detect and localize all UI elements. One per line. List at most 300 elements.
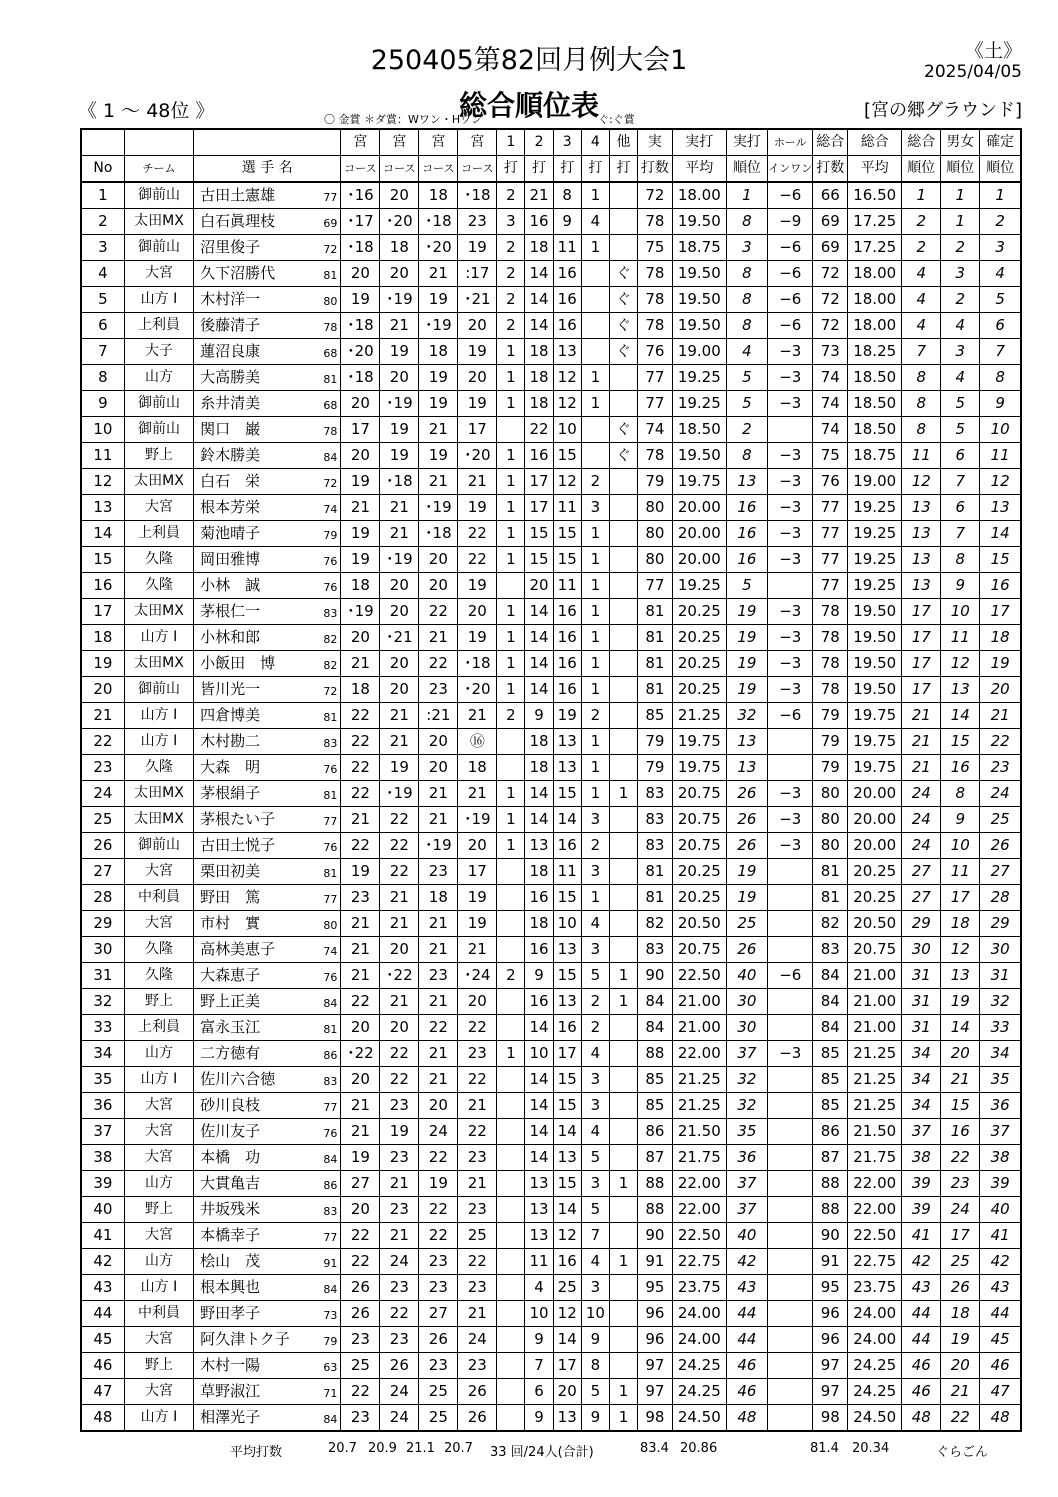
cell-total: 73 bbox=[813, 339, 848, 365]
cell-trank: 43 bbox=[902, 1275, 941, 1301]
cell-c2: 21 bbox=[380, 495, 419, 521]
col-top: 実 bbox=[638, 129, 673, 156]
cell-gender: 15 bbox=[941, 1093, 980, 1119]
cell-hio bbox=[768, 573, 813, 599]
cell-name bbox=[194, 651, 341, 677]
cell-no: 20 bbox=[81, 677, 124, 703]
cell-c3: 19 bbox=[419, 443, 458, 469]
cell-avg: 22.00 bbox=[672, 1197, 726, 1223]
cell-rrank: 19 bbox=[726, 625, 767, 651]
player-age: 69 bbox=[323, 217, 338, 230]
cell-final: 19 bbox=[980, 651, 1021, 677]
cell-h3: 16 bbox=[553, 833, 581, 859]
player-age: 78 bbox=[323, 425, 338, 438]
cell-avg: 20.25 bbox=[672, 885, 726, 911]
player-name: 本橋幸子 bbox=[200, 1226, 261, 1244]
cell-c3: ･19 bbox=[419, 833, 458, 859]
award-legend: 〇 金賞 ＊ダ賞：Wワン・Hワン bbox=[324, 113, 483, 126]
cell-c1: 19 bbox=[341, 287, 380, 313]
cell-other bbox=[609, 365, 637, 391]
cell-other bbox=[609, 937, 637, 963]
player-age: 76 bbox=[323, 841, 338, 854]
cell-c1: 22 bbox=[341, 1223, 380, 1249]
cell-other: 1 bbox=[609, 1171, 637, 1197]
player-age: 78 bbox=[323, 321, 338, 334]
table-row bbox=[81, 833, 1021, 859]
cell-h2: 18 bbox=[525, 365, 553, 391]
cell-h4: 1 bbox=[581, 521, 609, 547]
cell-avg: 20.75 bbox=[672, 781, 726, 807]
cell-c2: 19 bbox=[380, 443, 419, 469]
cell-avg: 18.75 bbox=[672, 235, 726, 261]
cell-other bbox=[609, 729, 637, 755]
cell-h1: 1 bbox=[497, 599, 525, 625]
player-age: 83 bbox=[323, 1075, 338, 1088]
cell-no: 7 bbox=[81, 339, 124, 365]
col-sub: No bbox=[81, 156, 124, 183]
cell-rrank: 8 bbox=[726, 287, 767, 313]
cell-gender: 7 bbox=[941, 521, 980, 547]
cell-h4: 1 bbox=[581, 365, 609, 391]
cell-c4: 22 bbox=[458, 521, 497, 547]
cell-trank: 39 bbox=[902, 1197, 941, 1223]
cell-real: 74 bbox=[638, 417, 673, 443]
cell-h1 bbox=[497, 755, 525, 781]
cell-h2: 14 bbox=[525, 287, 553, 313]
cell-team: 中利員 bbox=[124, 1301, 193, 1327]
cell-h3: 16 bbox=[553, 625, 581, 651]
cell-h3: 15 bbox=[553, 963, 581, 989]
cell-h1 bbox=[497, 1145, 525, 1171]
cell-c2: 21 bbox=[380, 1171, 419, 1197]
cell-c3: 19 bbox=[419, 1171, 458, 1197]
cell-trank: 17 bbox=[902, 625, 941, 651]
cell-h4: 1 bbox=[581, 573, 609, 599]
cell-tavg: 19.25 bbox=[848, 547, 902, 573]
cell-c4: 23 bbox=[458, 1353, 497, 1379]
cell-c4: 19 bbox=[458, 573, 497, 599]
cell-c2: 24 bbox=[380, 1379, 419, 1405]
cell-c3: 18 bbox=[419, 182, 458, 209]
player-name: 野田孝子 bbox=[200, 1304, 261, 1322]
cell-c4: 23 bbox=[458, 209, 497, 235]
cell-c1: 22 bbox=[341, 729, 380, 755]
cell-h4: 3 bbox=[581, 1275, 609, 1301]
cell-team: 野上 bbox=[124, 443, 193, 469]
footer-total-avg: 20.34 bbox=[852, 1441, 890, 1456]
player-name: 四倉博美 bbox=[200, 706, 261, 724]
cell-c2: 22 bbox=[380, 859, 419, 885]
player-age: 71 bbox=[323, 1387, 338, 1400]
cell-other bbox=[609, 1119, 637, 1145]
cell-c4: 21 bbox=[458, 469, 497, 495]
cell-c1: 20 bbox=[341, 625, 380, 651]
player-age: 77 bbox=[323, 815, 338, 828]
gu-award-legend: ぐ:ぐ賞 bbox=[598, 113, 635, 126]
cell-h3: 11 bbox=[553, 859, 581, 885]
cell-c2: 20 bbox=[380, 1015, 419, 1041]
cell-c2: ･22 bbox=[380, 963, 419, 989]
cell-c1: 27 bbox=[341, 1171, 380, 1197]
cell-other bbox=[609, 911, 637, 937]
cell-tavg: 19.50 bbox=[848, 599, 902, 625]
cell-c4: 20 bbox=[458, 365, 497, 391]
player-name: 糸井清美 bbox=[200, 394, 261, 412]
cell-name bbox=[194, 573, 341, 599]
cell-total: 96 bbox=[813, 1327, 848, 1353]
cell-c3: 25 bbox=[419, 1379, 458, 1405]
cell-rrank: 16 bbox=[726, 547, 767, 573]
table-row bbox=[81, 1275, 1021, 1301]
cell-c2: 20 bbox=[380, 573, 419, 599]
footer-signature: ぐらごん bbox=[936, 1445, 989, 1460]
player-age: 83 bbox=[323, 607, 338, 620]
cell-total: 88 bbox=[813, 1171, 848, 1197]
cell-rrank: 13 bbox=[726, 729, 767, 755]
cell-rrank: 32 bbox=[726, 1093, 767, 1119]
player-name: 大高勝美 bbox=[200, 368, 261, 386]
player-age: 74 bbox=[323, 945, 338, 958]
cell-c2: 20 bbox=[380, 365, 419, 391]
cell-h3: 13 bbox=[553, 755, 581, 781]
cell-no: 23 bbox=[81, 755, 124, 781]
cell-h1: 1 bbox=[497, 365, 525, 391]
cell-rrank: 46 bbox=[726, 1353, 767, 1379]
cell-h4: 1 bbox=[581, 651, 609, 677]
cell-rrank: 3 bbox=[726, 235, 767, 261]
cell-avg: 22.50 bbox=[672, 963, 726, 989]
cell-h3: 14 bbox=[553, 1327, 581, 1353]
cell-rrank: 37 bbox=[726, 1041, 767, 1067]
cell-h2: 14 bbox=[525, 781, 553, 807]
cell-final: 42 bbox=[980, 1249, 1021, 1275]
cell-gender: 3 bbox=[941, 339, 980, 365]
cell-other bbox=[609, 547, 637, 573]
cell-gender: 12 bbox=[941, 937, 980, 963]
cell-c3: 21 bbox=[419, 417, 458, 443]
col-top: 実打 bbox=[672, 129, 726, 156]
cell-rrank: 35 bbox=[726, 1119, 767, 1145]
cell-c4: 21 bbox=[458, 1171, 497, 1197]
cell-h4: 5 bbox=[581, 1145, 609, 1171]
cell-c4: 23 bbox=[458, 1041, 497, 1067]
cell-name bbox=[194, 1093, 341, 1119]
cell-trank: 21 bbox=[902, 755, 941, 781]
cell-tavg: 20.50 bbox=[848, 911, 902, 937]
cell-other bbox=[609, 1041, 637, 1067]
cell-c1: 22 bbox=[341, 989, 380, 1015]
cell-c4: 19 bbox=[458, 625, 497, 651]
cell-c4: 17 bbox=[458, 417, 497, 443]
cell-c1: ･18 bbox=[341, 313, 380, 339]
cell-real: 88 bbox=[638, 1197, 673, 1223]
cell-h2: 14 bbox=[525, 1145, 553, 1171]
cell-team: 久隆 bbox=[124, 937, 193, 963]
cell-other bbox=[609, 859, 637, 885]
cell-h2: 14 bbox=[525, 1119, 553, 1145]
cell-hio: −3 bbox=[768, 469, 813, 495]
cell-trank: 4 bbox=[902, 261, 941, 287]
cell-h2: 10 bbox=[525, 1041, 553, 1067]
cell-h4: 1 bbox=[581, 599, 609, 625]
cell-no: 39 bbox=[81, 1171, 124, 1197]
cell-total: 79 bbox=[813, 703, 848, 729]
player-age: 84 bbox=[323, 451, 338, 464]
cell-h4: 4 bbox=[581, 911, 609, 937]
cell-final: 35 bbox=[980, 1067, 1021, 1093]
cell-gender: 16 bbox=[941, 755, 980, 781]
cell-h3: 16 bbox=[553, 1249, 581, 1275]
cell-trank: 13 bbox=[902, 521, 941, 547]
col-sub: 打 bbox=[553, 156, 581, 183]
col-sub: コース bbox=[458, 156, 497, 183]
cell-c4: ･19 bbox=[458, 807, 497, 833]
cell-avg: 20.00 bbox=[672, 547, 726, 573]
cell-c2: 19 bbox=[380, 755, 419, 781]
cell-h1 bbox=[497, 573, 525, 599]
cell-total: 69 bbox=[813, 209, 848, 235]
player-age: 63 bbox=[323, 1361, 338, 1374]
cell-real: 85 bbox=[638, 1067, 673, 1093]
cell-hio: −3 bbox=[768, 781, 813, 807]
player-age: 79 bbox=[323, 529, 338, 542]
cell-gender: 15 bbox=[941, 729, 980, 755]
player-name: 草野淑江 bbox=[200, 1382, 261, 1400]
cell-total: 79 bbox=[813, 755, 848, 781]
cell-tavg: 22.00 bbox=[848, 1171, 902, 1197]
cell-final: 29 bbox=[980, 911, 1021, 937]
cell-total: 76 bbox=[813, 469, 848, 495]
cell-h3: 14 bbox=[553, 1119, 581, 1145]
cell-h1 bbox=[497, 417, 525, 443]
cell-team: 久隆 bbox=[124, 963, 193, 989]
cell-no: 13 bbox=[81, 495, 124, 521]
cell-team: 山方 bbox=[124, 1171, 193, 1197]
col-top: 総合 bbox=[902, 129, 941, 156]
cell-total: 84 bbox=[813, 1015, 848, 1041]
cell-hio: −9 bbox=[768, 209, 813, 235]
cell-gender: 23 bbox=[941, 1171, 980, 1197]
player-name: 皆川光一 bbox=[200, 680, 261, 698]
cell-avg: 20.00 bbox=[672, 495, 726, 521]
cell-trank: 34 bbox=[902, 1093, 941, 1119]
cell-h3: 13 bbox=[553, 937, 581, 963]
cell-trank: 4 bbox=[902, 287, 941, 313]
col-sub: コース bbox=[380, 156, 419, 183]
cell-total: 80 bbox=[813, 833, 848, 859]
cell-other: 1 bbox=[609, 1249, 637, 1275]
cell-trank: 13 bbox=[902, 547, 941, 573]
cell-trank: 13 bbox=[902, 495, 941, 521]
event-date: 2025/04/05 bbox=[924, 62, 1022, 82]
cell-tavg: 20.25 bbox=[848, 859, 902, 885]
player-name: 鈴木勝美 bbox=[200, 446, 261, 464]
cell-h4: 3 bbox=[581, 1067, 609, 1093]
cell-real: 80 bbox=[638, 547, 673, 573]
cell-gender: 22 bbox=[941, 1145, 980, 1171]
cell-c3: 20 bbox=[419, 729, 458, 755]
player-age: 73 bbox=[323, 1309, 338, 1322]
cell-c4: ･21 bbox=[458, 287, 497, 313]
player-age: 91 bbox=[323, 1257, 338, 1270]
cell-trank: 24 bbox=[902, 781, 941, 807]
cell-gender: 17 bbox=[941, 1223, 980, 1249]
cell-h2: 16 bbox=[525, 209, 553, 235]
table-row bbox=[81, 1223, 1021, 1249]
player-age: 83 bbox=[323, 1205, 338, 1218]
cell-name bbox=[194, 1067, 341, 1093]
cell-c4: 21 bbox=[458, 781, 497, 807]
cell-h4 bbox=[581, 417, 609, 443]
cell-h4: 3 bbox=[581, 1171, 609, 1197]
cell-no: 17 bbox=[81, 599, 124, 625]
cell-trank: 44 bbox=[902, 1301, 941, 1327]
cell-total: 91 bbox=[813, 1249, 848, 1275]
cell-trank: 31 bbox=[902, 1015, 941, 1041]
cell-no: 4 bbox=[81, 261, 124, 287]
cell-name bbox=[194, 495, 341, 521]
cell-other bbox=[609, 703, 637, 729]
cell-other bbox=[609, 1353, 637, 1379]
col-sub: 平均 bbox=[672, 156, 726, 183]
cell-other bbox=[609, 755, 637, 781]
cell-h1 bbox=[497, 911, 525, 937]
player-age: 81 bbox=[323, 867, 338, 880]
player-name: 桧山 茂 bbox=[200, 1252, 261, 1270]
cell-c1: 25 bbox=[341, 1353, 380, 1379]
cell-h2: 15 bbox=[525, 521, 553, 547]
header-row-top bbox=[81, 129, 1021, 156]
cell-final: 45 bbox=[980, 1327, 1021, 1353]
player-name: 佐川友子 bbox=[200, 1122, 261, 1140]
cell-h3: 12 bbox=[553, 469, 581, 495]
cell-avg: 19.50 bbox=[672, 209, 726, 235]
col-top: 実打 bbox=[726, 129, 767, 156]
cell-tavg: 24.50 bbox=[848, 1405, 902, 1432]
cell-real: 83 bbox=[638, 937, 673, 963]
table-row bbox=[81, 989, 1021, 1015]
cell-trank: 13 bbox=[902, 573, 941, 599]
cell-avg: 20.50 bbox=[672, 911, 726, 937]
cell-h3: 17 bbox=[553, 1041, 581, 1067]
cell-gender: 16 bbox=[941, 1119, 980, 1145]
cell-total: 77 bbox=[813, 573, 848, 599]
cell-no: 46 bbox=[81, 1353, 124, 1379]
cell-trank: 21 bbox=[902, 703, 941, 729]
col-sub: 打数 bbox=[813, 156, 848, 183]
table-row bbox=[81, 547, 1021, 573]
cell-h2: 16 bbox=[525, 443, 553, 469]
cell-c3: 21 bbox=[419, 625, 458, 651]
cell-c2: 23 bbox=[380, 1275, 419, 1301]
cell-name bbox=[194, 885, 341, 911]
player-age: 74 bbox=[323, 503, 338, 516]
cell-hio bbox=[768, 911, 813, 937]
footer-label: 平均打数 bbox=[230, 1445, 283, 1460]
cell-real: 95 bbox=[638, 1275, 673, 1301]
cell-h1 bbox=[497, 1275, 525, 1301]
cell-no: 27 bbox=[81, 859, 124, 885]
cell-h2: 14 bbox=[525, 651, 553, 677]
cell-real: 80 bbox=[638, 521, 673, 547]
cell-other bbox=[609, 1145, 637, 1171]
cell-trank: 17 bbox=[902, 599, 941, 625]
cell-other bbox=[609, 1093, 637, 1119]
cell-h2: 18 bbox=[525, 755, 553, 781]
cell-team: 久隆 bbox=[124, 755, 193, 781]
cell-h1: 1 bbox=[497, 677, 525, 703]
cell-c4: :17 bbox=[458, 261, 497, 287]
cell-tavg: 24.25 bbox=[848, 1379, 902, 1405]
cell-c1: 22 bbox=[341, 833, 380, 859]
table-row bbox=[81, 1301, 1021, 1327]
cell-team: 山方 I bbox=[124, 1067, 193, 1093]
cell-tavg: 18.50 bbox=[848, 417, 902, 443]
player-age: 81 bbox=[323, 1023, 338, 1036]
cell-no: 2 bbox=[81, 209, 124, 235]
cell-no: 40 bbox=[81, 1197, 124, 1223]
cell-other bbox=[609, 599, 637, 625]
cell-c4: 25 bbox=[458, 1223, 497, 1249]
cell-real: 97 bbox=[638, 1353, 673, 1379]
cell-final: 31 bbox=[980, 963, 1021, 989]
cell-avg: 21.75 bbox=[672, 1145, 726, 1171]
cell-h4: 1 bbox=[581, 625, 609, 651]
cell-gender: 20 bbox=[941, 1353, 980, 1379]
cell-rrank: 37 bbox=[726, 1197, 767, 1223]
cell-c1: ･22 bbox=[341, 1041, 380, 1067]
cell-no: 8 bbox=[81, 365, 124, 391]
cell-name bbox=[194, 339, 341, 365]
footer-real-total: 83.4 bbox=[640, 1441, 669, 1456]
cell-rrank: 43 bbox=[726, 1275, 767, 1301]
cell-h1 bbox=[497, 1327, 525, 1353]
col-sub: 順位 bbox=[980, 156, 1021, 183]
cell-c2: ･20 bbox=[380, 209, 419, 235]
cell-total: 78 bbox=[813, 677, 848, 703]
cell-other: ぐ bbox=[609, 287, 637, 313]
table-row bbox=[81, 1093, 1021, 1119]
cell-avg: 19.75 bbox=[672, 729, 726, 755]
cell-other: ぐ bbox=[609, 261, 637, 287]
cell-team: 山方 I bbox=[124, 729, 193, 755]
cell-c2: 20 bbox=[380, 261, 419, 287]
cell-c4: 19 bbox=[458, 885, 497, 911]
cell-team: 上利員 bbox=[124, 313, 193, 339]
player-age: 83 bbox=[323, 737, 338, 750]
cell-name bbox=[194, 599, 341, 625]
cell-rrank: 13 bbox=[726, 755, 767, 781]
cell-c4: 22 bbox=[458, 1015, 497, 1041]
player-age: 81 bbox=[323, 373, 338, 386]
cell-h1 bbox=[497, 1301, 525, 1327]
cell-real: 83 bbox=[638, 807, 673, 833]
cell-trank: 31 bbox=[902, 963, 941, 989]
cell-hio bbox=[768, 1015, 813, 1041]
cell-final: 47 bbox=[980, 1379, 1021, 1405]
cell-gender: 25 bbox=[941, 1249, 980, 1275]
cell-hio: −3 bbox=[768, 339, 813, 365]
cell-tavg: 23.75 bbox=[848, 1275, 902, 1301]
cell-other bbox=[609, 885, 637, 911]
cell-other bbox=[609, 1327, 637, 1353]
cell-tavg: 20.00 bbox=[848, 833, 902, 859]
cell-gender: 2 bbox=[941, 235, 980, 261]
cell-gender: 14 bbox=[941, 703, 980, 729]
cell-h4: 1 bbox=[581, 755, 609, 781]
cell-other: 1 bbox=[609, 781, 637, 807]
cell-trank: 48 bbox=[902, 1405, 941, 1432]
